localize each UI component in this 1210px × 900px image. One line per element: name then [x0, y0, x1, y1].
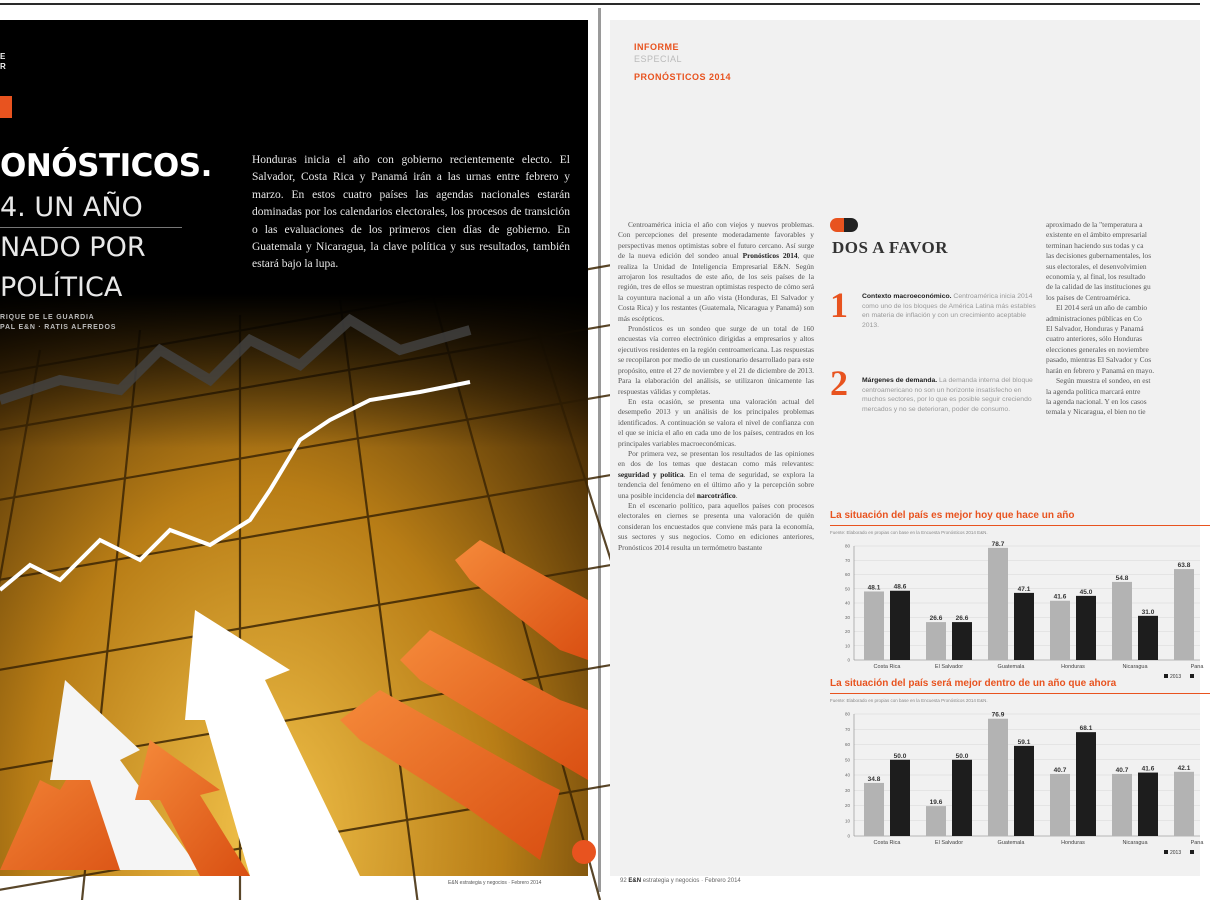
text-line: las decisiones gubernamentales, los	[1046, 251, 1152, 261]
kicker-sublabel: ESPECIAL	[634, 54, 683, 64]
x-tick-label: Pana	[1190, 664, 1204, 670]
legend-label: 2013	[1170, 850, 1182, 856]
bar	[1138, 773, 1158, 836]
bar	[1174, 772, 1194, 836]
chart-1-rule	[830, 525, 1210, 526]
y-tick-label: 70	[844, 557, 850, 563]
headline-line-3: NADO POR	[0, 232, 146, 263]
kicker-label: INFORME	[634, 42, 679, 52]
y-tick-label: 30	[844, 787, 850, 793]
chart-1-title: La situación del país es mejor hoy que hace un año	[830, 510, 1075, 521]
x-tick-label: Costa Rica	[873, 840, 901, 846]
page-spine	[598, 8, 601, 892]
bar	[1076, 596, 1096, 660]
item-number-1: 1	[830, 285, 848, 325]
legend-swatch	[1164, 850, 1168, 854]
y-tick-label: 50	[844, 586, 850, 592]
kicker-label-2: PRONÓSTICOS 2014	[634, 72, 732, 82]
sidebar-title: DOS A FAVOR	[832, 238, 948, 257]
data-label: 63.8	[1177, 562, 1191, 570]
text-line: pasado, mientras El Salvador y Cos	[1046, 355, 1152, 365]
data-label: 45.0	[1079, 588, 1093, 596]
bar	[988, 719, 1008, 836]
bar	[1138, 616, 1158, 660]
legend-swatch	[1164, 674, 1168, 678]
legend-swatch	[1190, 850, 1194, 854]
x-tick-label: Pana	[1190, 840, 1204, 846]
bar	[988, 548, 1008, 660]
y-tick-label: 10	[844, 643, 850, 649]
bar	[890, 760, 910, 836]
bar	[926, 806, 946, 836]
data-label: 40.7	[1053, 766, 1067, 774]
chart-2-source: Fuente: Elaborado en propias con base en la Encuesta Pronósticos 2014 E&N.	[830, 698, 988, 703]
text-line: administraciones públicas en Co	[1046, 313, 1142, 323]
data-label: 19.6	[929, 799, 943, 807]
x-tick-label: Nicaragua	[1122, 840, 1148, 846]
y-tick-label: 60	[844, 742, 850, 747]
text-line: El Salvador, Honduras y Panamá	[1046, 324, 1144, 334]
bar	[1014, 746, 1034, 836]
data-label: 68.1	[1079, 725, 1093, 733]
y-tick-label: 30	[844, 614, 850, 620]
x-tick-label: Honduras	[1061, 664, 1085, 670]
data-label: 50.0	[893, 752, 907, 760]
text-line: cuatro anteriores, sólo Honduras	[1046, 334, 1143, 344]
chart-2-title: La situación del país será mejor dentro de un año que ahora	[830, 678, 1117, 689]
y-tick-label: 80	[844, 543, 850, 549]
y-tick-label: 40	[844, 600, 850, 606]
bar	[864, 591, 884, 660]
body-column-3	[1046, 220, 1206, 418]
y-tick-label: 0	[847, 657, 850, 663]
sidebar-pill-icon	[830, 218, 858, 232]
paragraph: En el escenario político, para aquellos países con procesos electorales en ciernes se presenta una valoración de quién consideran los encuestados que conviene más para la economía, sus sectores y sus negocios. Como en ediciones anteriores, Pronósticos 2014 resulta un termómetro bastante	[618, 500, 814, 552]
y-tick-label: 60	[844, 572, 850, 577]
y-tick-label: 40	[844, 772, 850, 778]
bar	[952, 760, 972, 836]
text-line: existente en el ámbito empresarial	[1046, 230, 1147, 240]
bar	[1014, 593, 1034, 660]
data-label: 54.8	[1115, 574, 1129, 582]
bar	[864, 783, 884, 836]
chart-2-rule	[830, 693, 1210, 694]
text-line: temala y Nicaragua, el bien no tie	[1046, 407, 1146, 417]
paragraph: En esta ocasión, se presenta una valoración actual del desempeño 2013 y un análisis de los principales problemas identificados. A continuación se valora el nivel de confianza con el que se inicia el año en cada uno de los países, centrados en los principales variables macroeconómicas.	[618, 396, 814, 448]
bar	[1112, 582, 1132, 660]
text-line: Según muestra el sondeo, en est	[1056, 376, 1151, 386]
bar	[1050, 774, 1070, 836]
favor-item-1: Contexto macroeconómico. Centroamérica inicia 2014 como uno de los bloques de América Latina más estables en materia de inflación y con un crecimiento aceptable 2013.	[862, 293, 1036, 329]
text-line: los países de Centroamérica.	[1046, 292, 1131, 302]
bar	[952, 622, 972, 660]
x-tick-label: Honduras	[1061, 840, 1085, 846]
paragraph: Pronósticos es un sondeo que surge de un total de 160 encuestas vía correo electrónico dirigidas a empresarios y altos ejecutivos residentes en la región centroamericana. Las respuestas se recopilaron por medio de un cuestionario desarrollado para este propósito, entre el 27 de noviembre y el 21 de diciembre de 2013. Para la elaboración del análisis, se utilizaron únicamente las respuestas válidas y completas.	[618, 324, 814, 396]
data-label: 26.6	[955, 615, 969, 623]
data-label: 48.1	[867, 584, 881, 592]
y-tick-label: 80	[844, 711, 850, 717]
headline-line-2: 4. UN AÑO	[0, 192, 143, 223]
data-label: 78.7	[991, 540, 1005, 548]
chart-1	[830, 538, 1204, 680]
text-line: elecciones generales en noviembre	[1046, 344, 1149, 354]
x-tick-label: Nicaragua	[1122, 664, 1148, 670]
y-tick-label: 10	[844, 818, 850, 824]
text-line: sus electorales, el desenvolvimien	[1046, 261, 1147, 271]
page-footer: 92 E&N estrategia y negocios · Febrero 2014	[620, 878, 741, 884]
bar	[926, 622, 946, 660]
top-rule	[0, 3, 1200, 5]
headline-line-1: ONÓSTICOS.	[0, 148, 212, 184]
data-label: 31.0	[1141, 608, 1155, 616]
paragraph: Centroamérica inicia el año con viejos y nuevos problemas. Con percepciones del presente moderadamente favorables y perspectivas menos optimistas sobre el futuro cercano. Así surge de la nueva edición del sondeo anual Pronósticos 2014, que realiza la Unidad de Inteligencia Empresarial E&N. Según arrojaron los resultados de este año, de los seis países de la región, tres de ellos se muestran optimistas respecto de cómo será la coyuntura nacional a un año vista (Honduras, El Salvador y Costa Rica) y los restantes (Guatemala, Nicaragua y Panamá) son más escépticos.	[618, 220, 814, 323]
text-line: economía y, al final, los resultado	[1046, 272, 1146, 282]
section-tab	[0, 96, 12, 118]
byline: RIQUE DE LE GUARDIA PAL E&N · RATIS ALFREDOS	[0, 314, 117, 331]
favor-item-2: Márgenes de demanda. La demanda interna del bloque centroamericano no son un horizonte insatisfecho en muchos sectores, por lo que es posible seguir creciendo mercados y no se deterioran, poder de consumo.	[862, 377, 1033, 413]
text-line: la agenda nacional. Y en los casos	[1046, 396, 1147, 406]
bar	[1174, 569, 1194, 660]
x-tick-label: El Salvador	[934, 664, 964, 670]
x-tick-label: Guatemala	[997, 664, 1025, 670]
right-page	[610, 20, 1204, 884]
corner-badge	[572, 840, 596, 864]
text-line: aproximado de la "temperatura a	[1046, 220, 1143, 229]
data-label: 41.6	[1141, 765, 1155, 773]
bar	[1050, 601, 1070, 660]
y-tick-label: 0	[847, 833, 850, 839]
x-tick-label: El Salvador	[934, 840, 964, 846]
paragraph: Por primera vez, se presentan los resultados de las opiniones en dos de los temas que destacan como más relevantes: seguridad y política. En el tema de seguridad, se explora la tendencia del fenómeno en el último año y la percepción sobre una posible incidencia del narcotráfico.	[618, 448, 814, 500]
legend-label: 2013	[1170, 674, 1182, 680]
headline-line-4: POLÍTICA	[0, 272, 123, 303]
left-page-footer: E&N estrategia y negocios · Febrero 2014	[448, 880, 542, 886]
data-label: 41.6	[1053, 593, 1067, 601]
text-line: El 2014 será un año de cambio	[1056, 303, 1148, 313]
y-tick-label: 50	[844, 757, 850, 763]
left-page-cover	[0, 20, 588, 876]
chart-2	[830, 706, 1204, 856]
text-line: harán en febrero y Panamá en mayo.	[1046, 365, 1155, 375]
y-tick-label: 20	[844, 629, 850, 634]
data-label: 40.7	[1115, 766, 1129, 774]
data-label: 47.1	[1017, 585, 1031, 593]
bar	[1076, 732, 1096, 836]
x-tick-label: Costa Rica	[873, 664, 901, 670]
y-tick-label: 70	[844, 726, 850, 732]
bar	[890, 591, 910, 660]
text-line: terminan haciendo sus todas y ca	[1046, 240, 1144, 250]
intro-paragraph: Honduras inicia el año con gobierno recientemente electo. El Salvador, Costa Rica y Panamá irán a las urnas entre febrero y marzo. En estos cuatro países las agendas nacionales estarán dominadas por los calendarios electorales, los procesos de transición o las evaluaciones de los primeros cien días de gobierno. En Guatemala y Nicaragua, la clave política y sus resultados, también estará bajo la lupa.	[252, 154, 570, 271]
y-tick-label: 20	[844, 803, 850, 808]
text-line: de la calidad de las instituciones gu	[1046, 282, 1151, 292]
item-number-2: 2	[830, 363, 848, 403]
body-column-1	[618, 220, 814, 553]
data-label: 50.0	[955, 752, 969, 760]
bar	[1112, 774, 1132, 836]
data-label: 76.9	[991, 711, 1005, 719]
data-label: 26.6	[929, 615, 943, 623]
section-label: E R	[0, 52, 7, 71]
data-label: 42.1	[1177, 764, 1191, 772]
headline-divider	[0, 227, 182, 228]
data-label: 59.1	[1017, 738, 1031, 746]
data-label: 48.6	[893, 583, 907, 591]
legend-swatch	[1190, 674, 1194, 678]
chart-1-source: Fuente: Elaborado en propias con base en la Encuesta Pronósticos 2014 E&N.	[830, 530, 988, 535]
x-tick-label: Guatemala	[997, 840, 1025, 846]
data-label: 34.8	[867, 775, 881, 783]
text-line: la agenda política marcará entre	[1046, 386, 1141, 396]
